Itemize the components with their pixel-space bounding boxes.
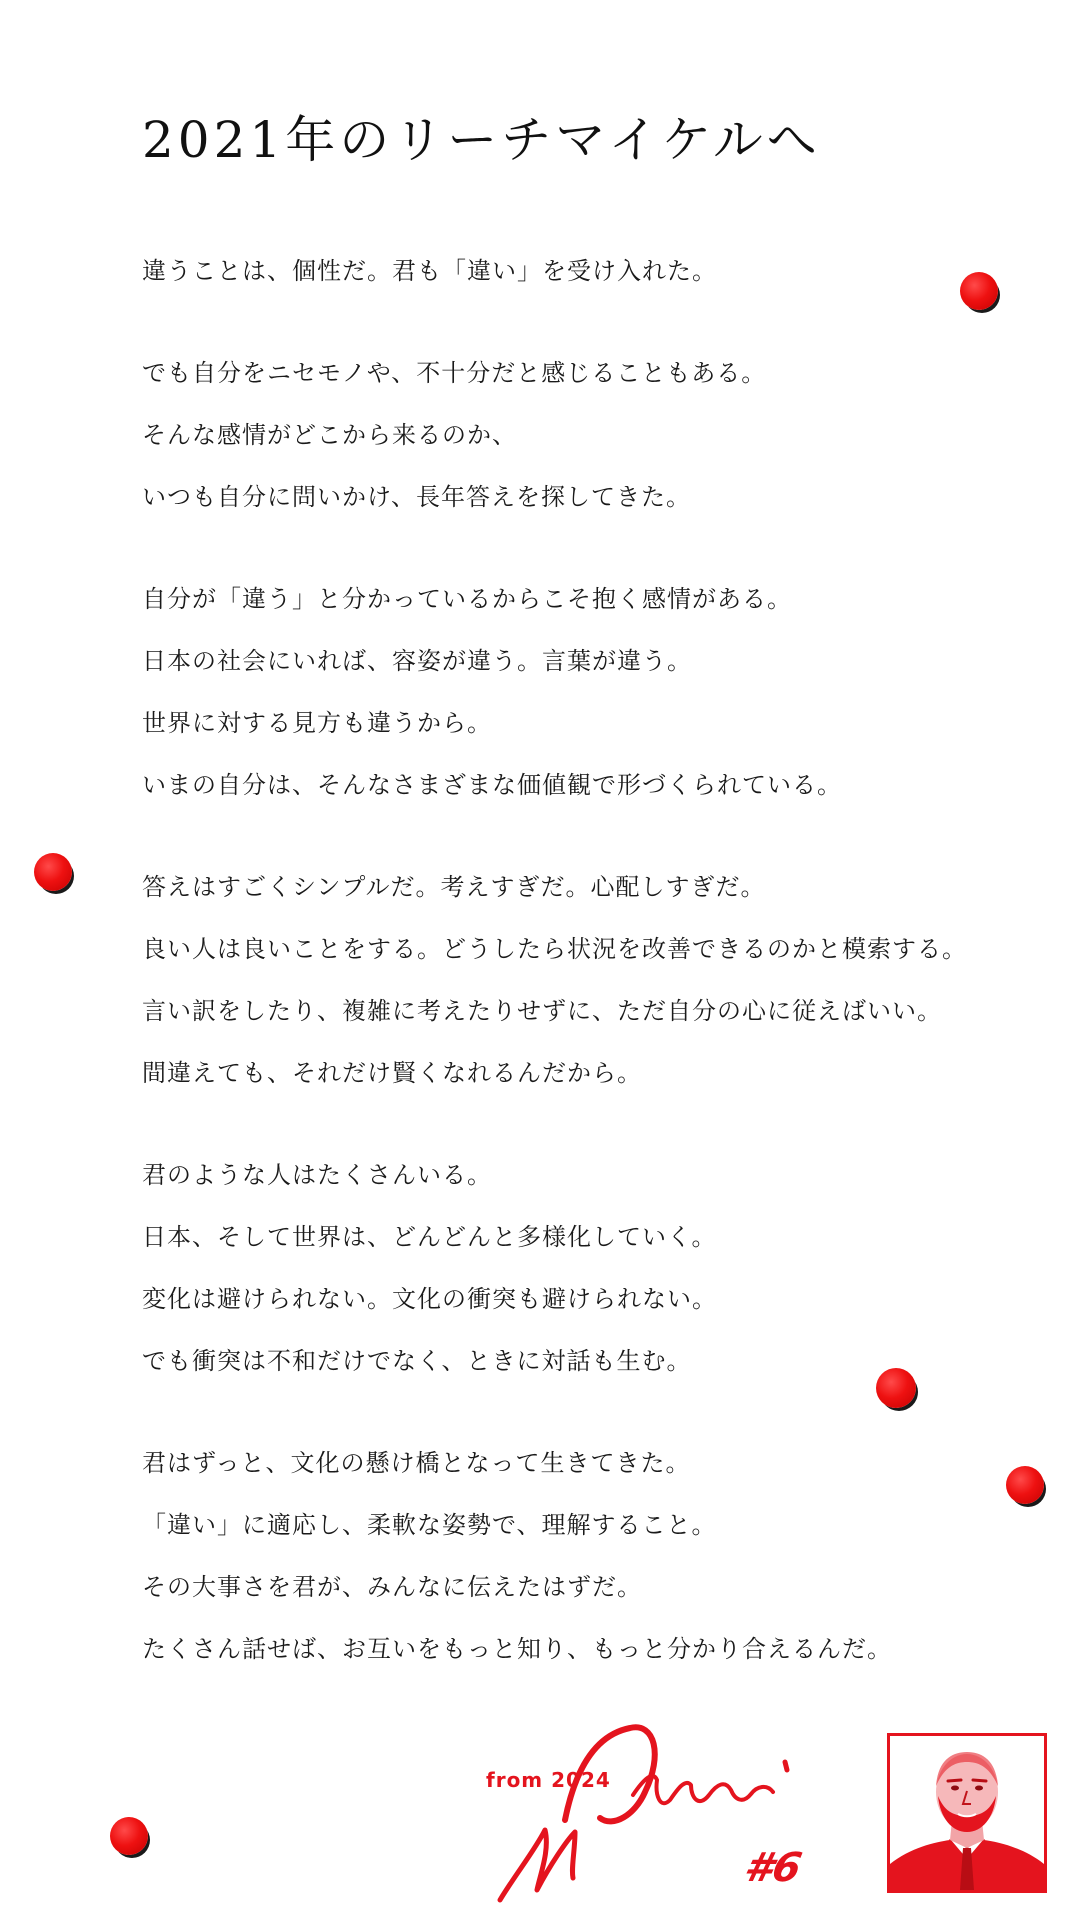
jersey-number: #6	[740, 1845, 806, 1891]
handwritten-signature-icon	[495, 1700, 855, 1910]
red-dot-icon	[34, 853, 72, 891]
paragraph-line: でも自分をニセモノや、不十分だと感じることもある。	[142, 359, 767, 387]
paragraph-line: 間違えても、それだけ賢くなれるんだから。	[142, 1059, 642, 1087]
paragraph-6	[142, 1432, 1042, 1680]
paragraph-line: 良い人は良いことをする。どうしたら状況を改善できるのかと模索する。	[142, 935, 967, 963]
paragraph-line: でも衝突は不和だけでなく、ときに対話も生む。	[142, 1347, 692, 1375]
paragraph-line: その大事さを君が、みんなに伝えたはずだ。	[142, 1573, 642, 1601]
paragraph-line: 変化は避けられない。文化の衝突も避けられない。	[142, 1285, 717, 1313]
from-year-label: from 2024	[486, 1768, 611, 1792]
paragraph-5	[142, 1144, 1042, 1392]
paragraph-line: 君はずっと、文化の懸け橋となって生きてきた。	[142, 1449, 691, 1477]
red-dot-icon	[110, 1817, 148, 1855]
portrait-illustration	[887, 1733, 1047, 1893]
red-dot-icon	[876, 1368, 916, 1408]
red-dot-icon	[960, 272, 998, 310]
paragraph-line: そんな感情がどこから来るのか、	[142, 421, 517, 449]
paragraph-line: 言い訳をしたり、複雑に考えたりせずに、ただ自分の心に従えばいい。	[142, 997, 942, 1025]
paragraph-line: いつも自分に問いかけ、長年答えを探してきた。	[142, 483, 692, 511]
paragraph-4	[142, 856, 1042, 1104]
paragraph-line: 答えはすごくシンプルだ。考えすぎだ。心配しすぎだ。	[142, 873, 766, 901]
paragraph-line: 君のような人はたくさんいる。	[142, 1161, 492, 1189]
paragraph-line: いまの自分は、そんなさまざまな価値観で形づくられている。	[142, 771, 842, 799]
paragraph-3	[142, 568, 1042, 816]
paragraph-line: 日本の社会にいれば、容姿が違う。言葉が違う。	[142, 647, 692, 675]
paragraph-line: 日本、そして世界は、どんどんと多様化していく。	[142, 1223, 717, 1251]
paragraph-line: 「違い」に適応し、柔軟な姿勢で、理解すること。	[142, 1511, 717, 1539]
paragraph-2	[142, 342, 1042, 528]
paragraph-line: 世界に対する見方も違うから。	[142, 709, 492, 737]
portrait-icon	[890, 1736, 1044, 1890]
red-dot-icon	[1006, 1466, 1044, 1504]
paragraph-line: 違うことは、個性だ。君も「違い」を受け入れた。	[142, 257, 717, 285]
letter-title: 2021年のリーチマイケルへ	[142, 111, 821, 169]
paragraph-1	[142, 240, 1042, 302]
paragraph-line: 自分が「違う」と分かっているからこそ抱く感情がある。	[142, 585, 792, 613]
paragraph-line: たくさん話せば、お互いをもっと知り、もっと分かり合えるんだ。	[142, 1635, 892, 1663]
letter-body	[142, 240, 1042, 1720]
